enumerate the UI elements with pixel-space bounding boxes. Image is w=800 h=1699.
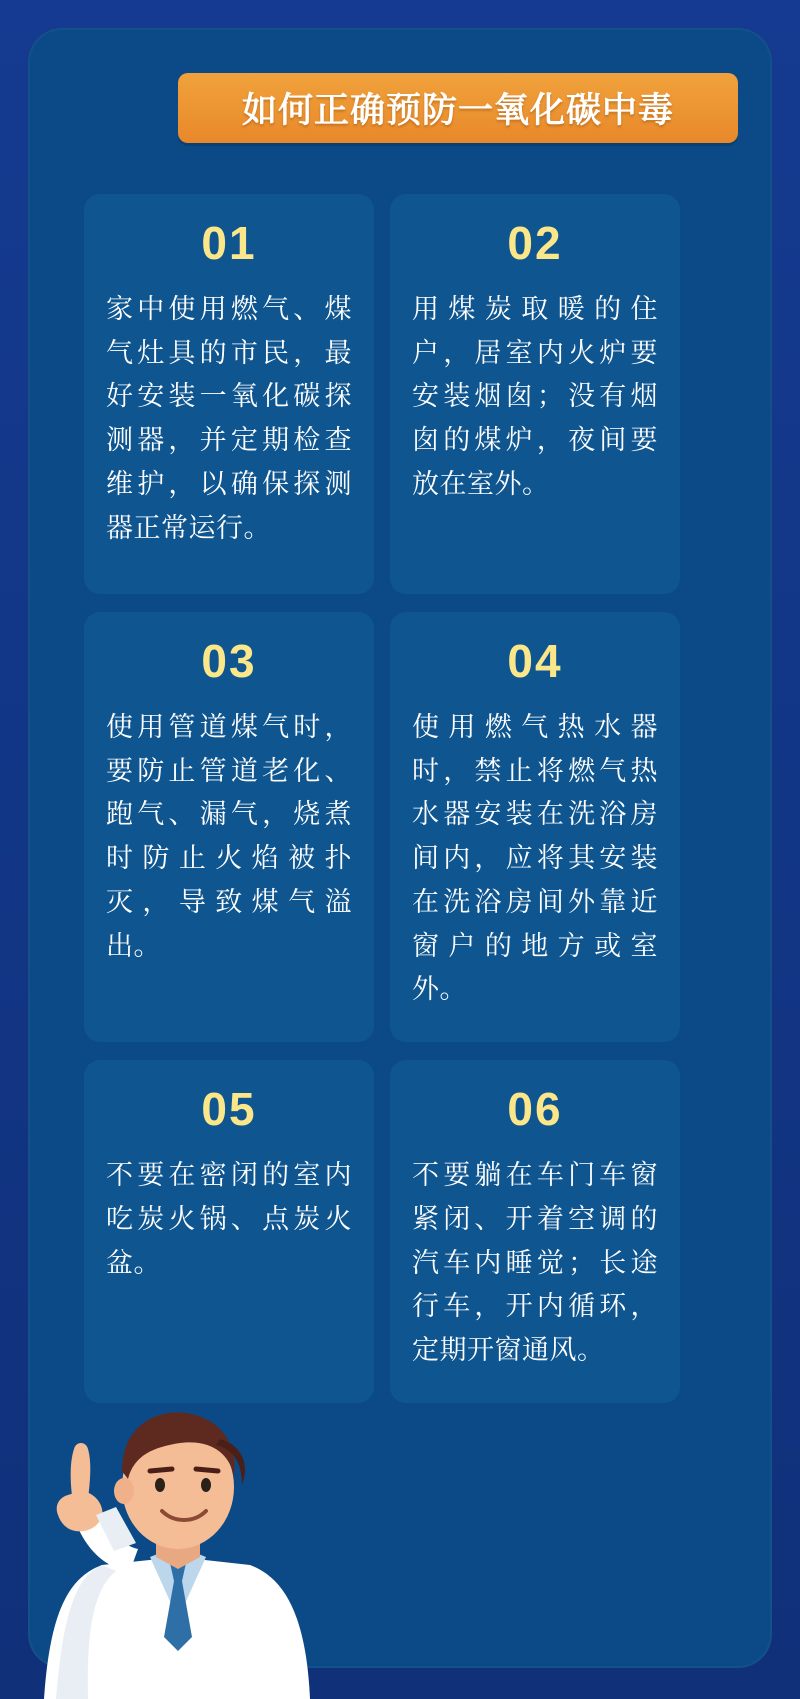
page-title: 如何正确预防一氧化碳中毒	[241, 91, 674, 130]
tip-card-04	[390, 612, 680, 1042]
tip-text: 家中使用燃气、煤气灶具的市民，最好安装一氧化碳探测器，并定期检查维护，以确保探测器正常运行。	[106, 294, 352, 543]
tip-number: 04	[507, 635, 563, 687]
tip-text: 使用燃气热水器时，禁止将燃气热水器安装在洗浴房间内，应将其安装在洗浴房间外靠近窗户的地方或室外。	[412, 712, 658, 1005]
tip-card-02	[390, 194, 680, 594]
tip-number: 02	[507, 217, 563, 269]
tip-number: 06	[507, 1083, 563, 1136]
tip-text: 用煤炭取暖的住户，居室内火炉要安装烟囱；没有烟囱的煤炉，夜间要放在室外。	[412, 294, 658, 499]
tip-number: 05	[201, 1083, 257, 1136]
tip-text: 不要躺在车门车窗紧闭、开着空调的汽车内睡觉；长途行车，开内循环，定期开窗通风。	[412, 1160, 658, 1366]
tip-card-03	[84, 612, 374, 1042]
tips-grid	[84, 194, 716, 1403]
tip-text: 不要在密闭的室内吃炭火锅、点炭火盆。	[106, 1160, 352, 1278]
tip-number: 03	[201, 635, 257, 687]
tip-card-01	[84, 194, 374, 594]
tip-card-05	[84, 1060, 374, 1403]
poster-panel	[28, 28, 772, 1668]
poster-title-banner	[178, 73, 738, 143]
tip-text: 使用管道煤气时，要防止管道老化、跑气、漏气，烧煮时防止火焰被扑灭，导致煤气溢出。	[106, 712, 352, 961]
tip-number: 01	[201, 217, 257, 269]
tip-card-06	[390, 1060, 680, 1403]
